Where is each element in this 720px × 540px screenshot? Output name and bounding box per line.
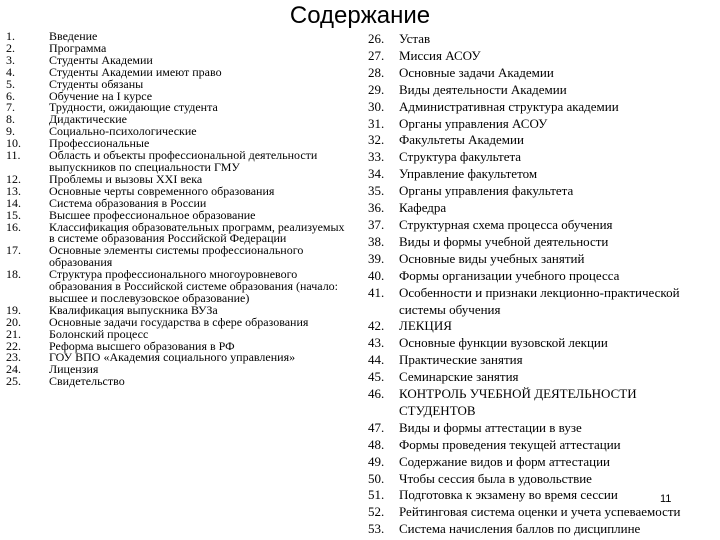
toc-item-text: Классификация образовательных программ, реализуемых в системе образования Российской Федерации xyxy=(49,219,345,246)
toc-item-text: Миссия АСОУ xyxy=(399,47,481,63)
toc-item-number: 48. xyxy=(368,436,385,452)
toc-item xyxy=(368,268,714,285)
toc-item-number: 25. xyxy=(6,374,21,389)
toc-item-number: 49. xyxy=(368,453,385,469)
toc-item-number: 37. xyxy=(368,216,385,232)
toc-item-number: 17. xyxy=(6,243,21,258)
toc-item-text: ГОУ ВПО «Академия социального управления» xyxy=(49,350,296,365)
toc-item-text: КОНТРОЛЬ УЧЕБНОЙ ДЕЯТЕЛЬНОСТИ СТУДЕНТОВ xyxy=(399,386,637,418)
toc-item-text: Система образования в России xyxy=(49,195,207,210)
toc-item xyxy=(368,31,714,48)
toc-item-text: Семинарские занятия xyxy=(399,369,519,385)
toc-item-text: Высшее профессиональное образование xyxy=(49,207,256,222)
toc-item xyxy=(368,420,714,437)
toc-item-text: Подготовка к экзамену во время сессии xyxy=(399,487,618,503)
toc-item-text: Особенности и признаки лекционно-практической системы обучения xyxy=(399,284,680,317)
toc-item-number: 26. xyxy=(368,31,385,46)
toc-item-text: Основные виды учебных занятий xyxy=(399,250,585,266)
toc-item-text: Рейтинговая система оценки и учета успеваемости xyxy=(399,504,681,520)
toc-item-text: Основные задачи Академии xyxy=(399,64,554,80)
toc-item-number: 18. xyxy=(6,267,21,282)
toc-item-text: Свидетельство xyxy=(49,374,125,389)
toc-item xyxy=(368,318,714,335)
toc-item xyxy=(368,454,714,471)
toc-item-number: 53. xyxy=(368,521,385,537)
toc-item-number: 31. xyxy=(368,115,385,131)
toc-item-text: Система начисления баллов по дисциплине xyxy=(399,521,641,537)
toc-item-number: 50. xyxy=(368,470,385,486)
toc-item xyxy=(368,48,714,65)
toc-item xyxy=(6,376,352,388)
toc-item-number: 5. xyxy=(6,76,15,91)
toc-item-number: 39. xyxy=(368,250,385,266)
toc-item xyxy=(368,352,714,369)
toc-item-number: 29. xyxy=(368,81,385,97)
toc-item-text: Социально-психологические xyxy=(49,124,197,139)
toc-item-text: Практические занятия xyxy=(399,352,523,368)
toc-right-column xyxy=(368,31,714,538)
toc-item xyxy=(368,65,714,82)
toc-item xyxy=(368,166,714,183)
toc-item-number: 6. xyxy=(6,88,15,103)
toc-item-number: 46. xyxy=(368,386,385,402)
toc-item-text: Органы управления факультета xyxy=(399,183,574,199)
toc-item-number: 1. xyxy=(6,29,15,43)
toc-item-text: Трудности, ожидающие студента xyxy=(49,100,218,115)
toc-item-number: 14. xyxy=(6,195,21,210)
toc-item-number: 40. xyxy=(368,267,385,283)
toc-item-number: 27. xyxy=(368,47,385,63)
toc-item-number: 10. xyxy=(6,136,21,151)
toc-item-text: Виды и формы аттестации в вузе xyxy=(399,419,582,435)
toc-item-number: 30. xyxy=(368,98,385,114)
toc-item-number: 15. xyxy=(6,207,21,222)
toc-item-number: 13. xyxy=(6,183,21,198)
toc-item-number: 7. xyxy=(6,100,15,115)
toc-item-number: 20. xyxy=(6,314,21,329)
toc-item-text: Факультеты Академии xyxy=(399,132,524,148)
toc-item xyxy=(368,234,714,251)
toc-item-text: Обучение на I курсе xyxy=(49,88,153,103)
toc-item-text: Формы организации учебного процесса xyxy=(399,267,620,283)
toc-item-number: 11. xyxy=(6,148,21,163)
toc-item xyxy=(6,245,352,269)
toc-item xyxy=(368,200,714,217)
toc-item-number: 24. xyxy=(6,362,21,377)
toc-item-number: 32. xyxy=(368,132,385,148)
toc-item-text: Проблемы и вызовы XXI века xyxy=(49,171,203,186)
toc-item-number: 23. xyxy=(6,350,21,365)
toc-item-text: Управление факультетом xyxy=(399,166,538,182)
toc-item-text: Административная структура академии xyxy=(399,98,619,114)
toc-item-number: 22. xyxy=(6,338,21,353)
toc-item xyxy=(368,99,714,116)
toc-item-text: Введение xyxy=(49,29,98,43)
toc-item-text: Чтобы сессия была в удовольствие xyxy=(399,470,592,486)
toc-item-number: 8. xyxy=(6,112,15,127)
toc-item-number: 21. xyxy=(6,326,21,341)
toc-item-text: Профессиональные xyxy=(49,136,150,151)
toc-item-number: 12. xyxy=(6,171,21,186)
toc-item-text: Дидактические xyxy=(49,112,127,127)
toc-item-text: Формы проведения текущей аттестации xyxy=(399,436,621,452)
toc-item xyxy=(6,150,352,174)
toc-item-number: 52. xyxy=(368,504,385,520)
toc-item-number: 44. xyxy=(368,352,385,368)
toc-item-number: 4. xyxy=(6,64,15,79)
toc-item-text: Основные черты современного образования xyxy=(49,183,275,198)
toc-item xyxy=(368,82,714,99)
toc-item-text: Содержание видов и форм аттестации xyxy=(399,453,611,469)
toc-item-number: 28. xyxy=(368,64,385,80)
toc-item-text: Студенты Академии имеют право xyxy=(49,64,222,79)
toc-item-number: 9. xyxy=(6,124,15,139)
toc-item-text: Студенты Академии xyxy=(49,52,153,67)
toc-item xyxy=(6,269,352,305)
toc-item-number: 51. xyxy=(368,487,385,503)
toc-item-text: Устав xyxy=(399,31,431,46)
toc-item-number: 3. xyxy=(6,52,15,67)
toc-item-text: ЛЕКЦИЯ xyxy=(399,318,452,334)
toc-item-number: 34. xyxy=(368,166,385,182)
toc-item-number: 33. xyxy=(368,149,385,165)
toc-item-number: 16. xyxy=(6,219,21,234)
toc-item xyxy=(368,386,714,420)
toc-item-number: 47. xyxy=(368,419,385,435)
toc-item-number: 43. xyxy=(368,335,385,351)
toc-item-text: Структурная схема процесса обучения xyxy=(399,216,613,232)
toc-item xyxy=(6,219,352,246)
toc-item-text: Виды и формы учебной деятельности xyxy=(399,233,609,249)
toc-item-number: 42. xyxy=(368,318,385,334)
toc-item xyxy=(368,116,714,133)
toc-item xyxy=(368,132,714,149)
toc-item xyxy=(368,149,714,166)
toc-item-text: Структура профессионального многоуровневого образования в Российской системе образования (начало: высшее и послевузовское образование) xyxy=(49,267,339,305)
toc-item-text: Основные задачи государства в сфере образования xyxy=(49,314,309,329)
toc-item-text: Болонский процесс xyxy=(49,326,149,341)
toc-item-text: Квалификация выпускника ВУЗа xyxy=(49,302,218,317)
toc-item xyxy=(368,471,714,488)
toc-item-text: Область и объекты профессиональной деятельности выпускников по специальности ГМУ xyxy=(49,148,318,174)
page-number: 11 xyxy=(660,493,672,505)
toc-item-text: Реформа высшего образования в РФ xyxy=(49,338,235,353)
toc-item-text: Основные элементы системы профессионального образования xyxy=(49,243,304,270)
toc-item-text: Программа xyxy=(49,40,107,55)
page-title: Содержание xyxy=(289,2,431,29)
toc-item xyxy=(368,251,714,268)
toc-item-number: 2. xyxy=(6,40,15,55)
toc-item xyxy=(368,369,714,386)
toc-item-text: Основные функции вузовской лекции xyxy=(399,335,608,351)
toc-item-number: 35. xyxy=(368,183,385,199)
toc-item xyxy=(368,183,714,200)
toc-item xyxy=(368,437,714,454)
toc-item-text: Виды деятельности Академии xyxy=(399,81,567,97)
toc-item-number: 36. xyxy=(368,200,385,216)
toc-item-text: Кафедра xyxy=(399,200,447,216)
toc-item xyxy=(368,335,714,352)
toc-left-column xyxy=(6,31,352,388)
toc-item-text: Лицензия xyxy=(49,362,99,377)
toc-item-text: Органы управления АСОУ xyxy=(399,115,548,131)
toc-item-text: Структура факультета xyxy=(399,149,522,165)
toc-item xyxy=(368,217,714,234)
toc-item-number: 19. xyxy=(6,302,21,317)
toc-item xyxy=(368,521,714,538)
toc-item-text: Студенты обязаны xyxy=(49,76,144,91)
toc-item-number: 41. xyxy=(368,284,385,300)
toc-item xyxy=(368,285,714,319)
toc-item-number: 45. xyxy=(368,369,385,385)
toc-item xyxy=(368,504,714,521)
toc-item-number: 38. xyxy=(368,233,385,249)
